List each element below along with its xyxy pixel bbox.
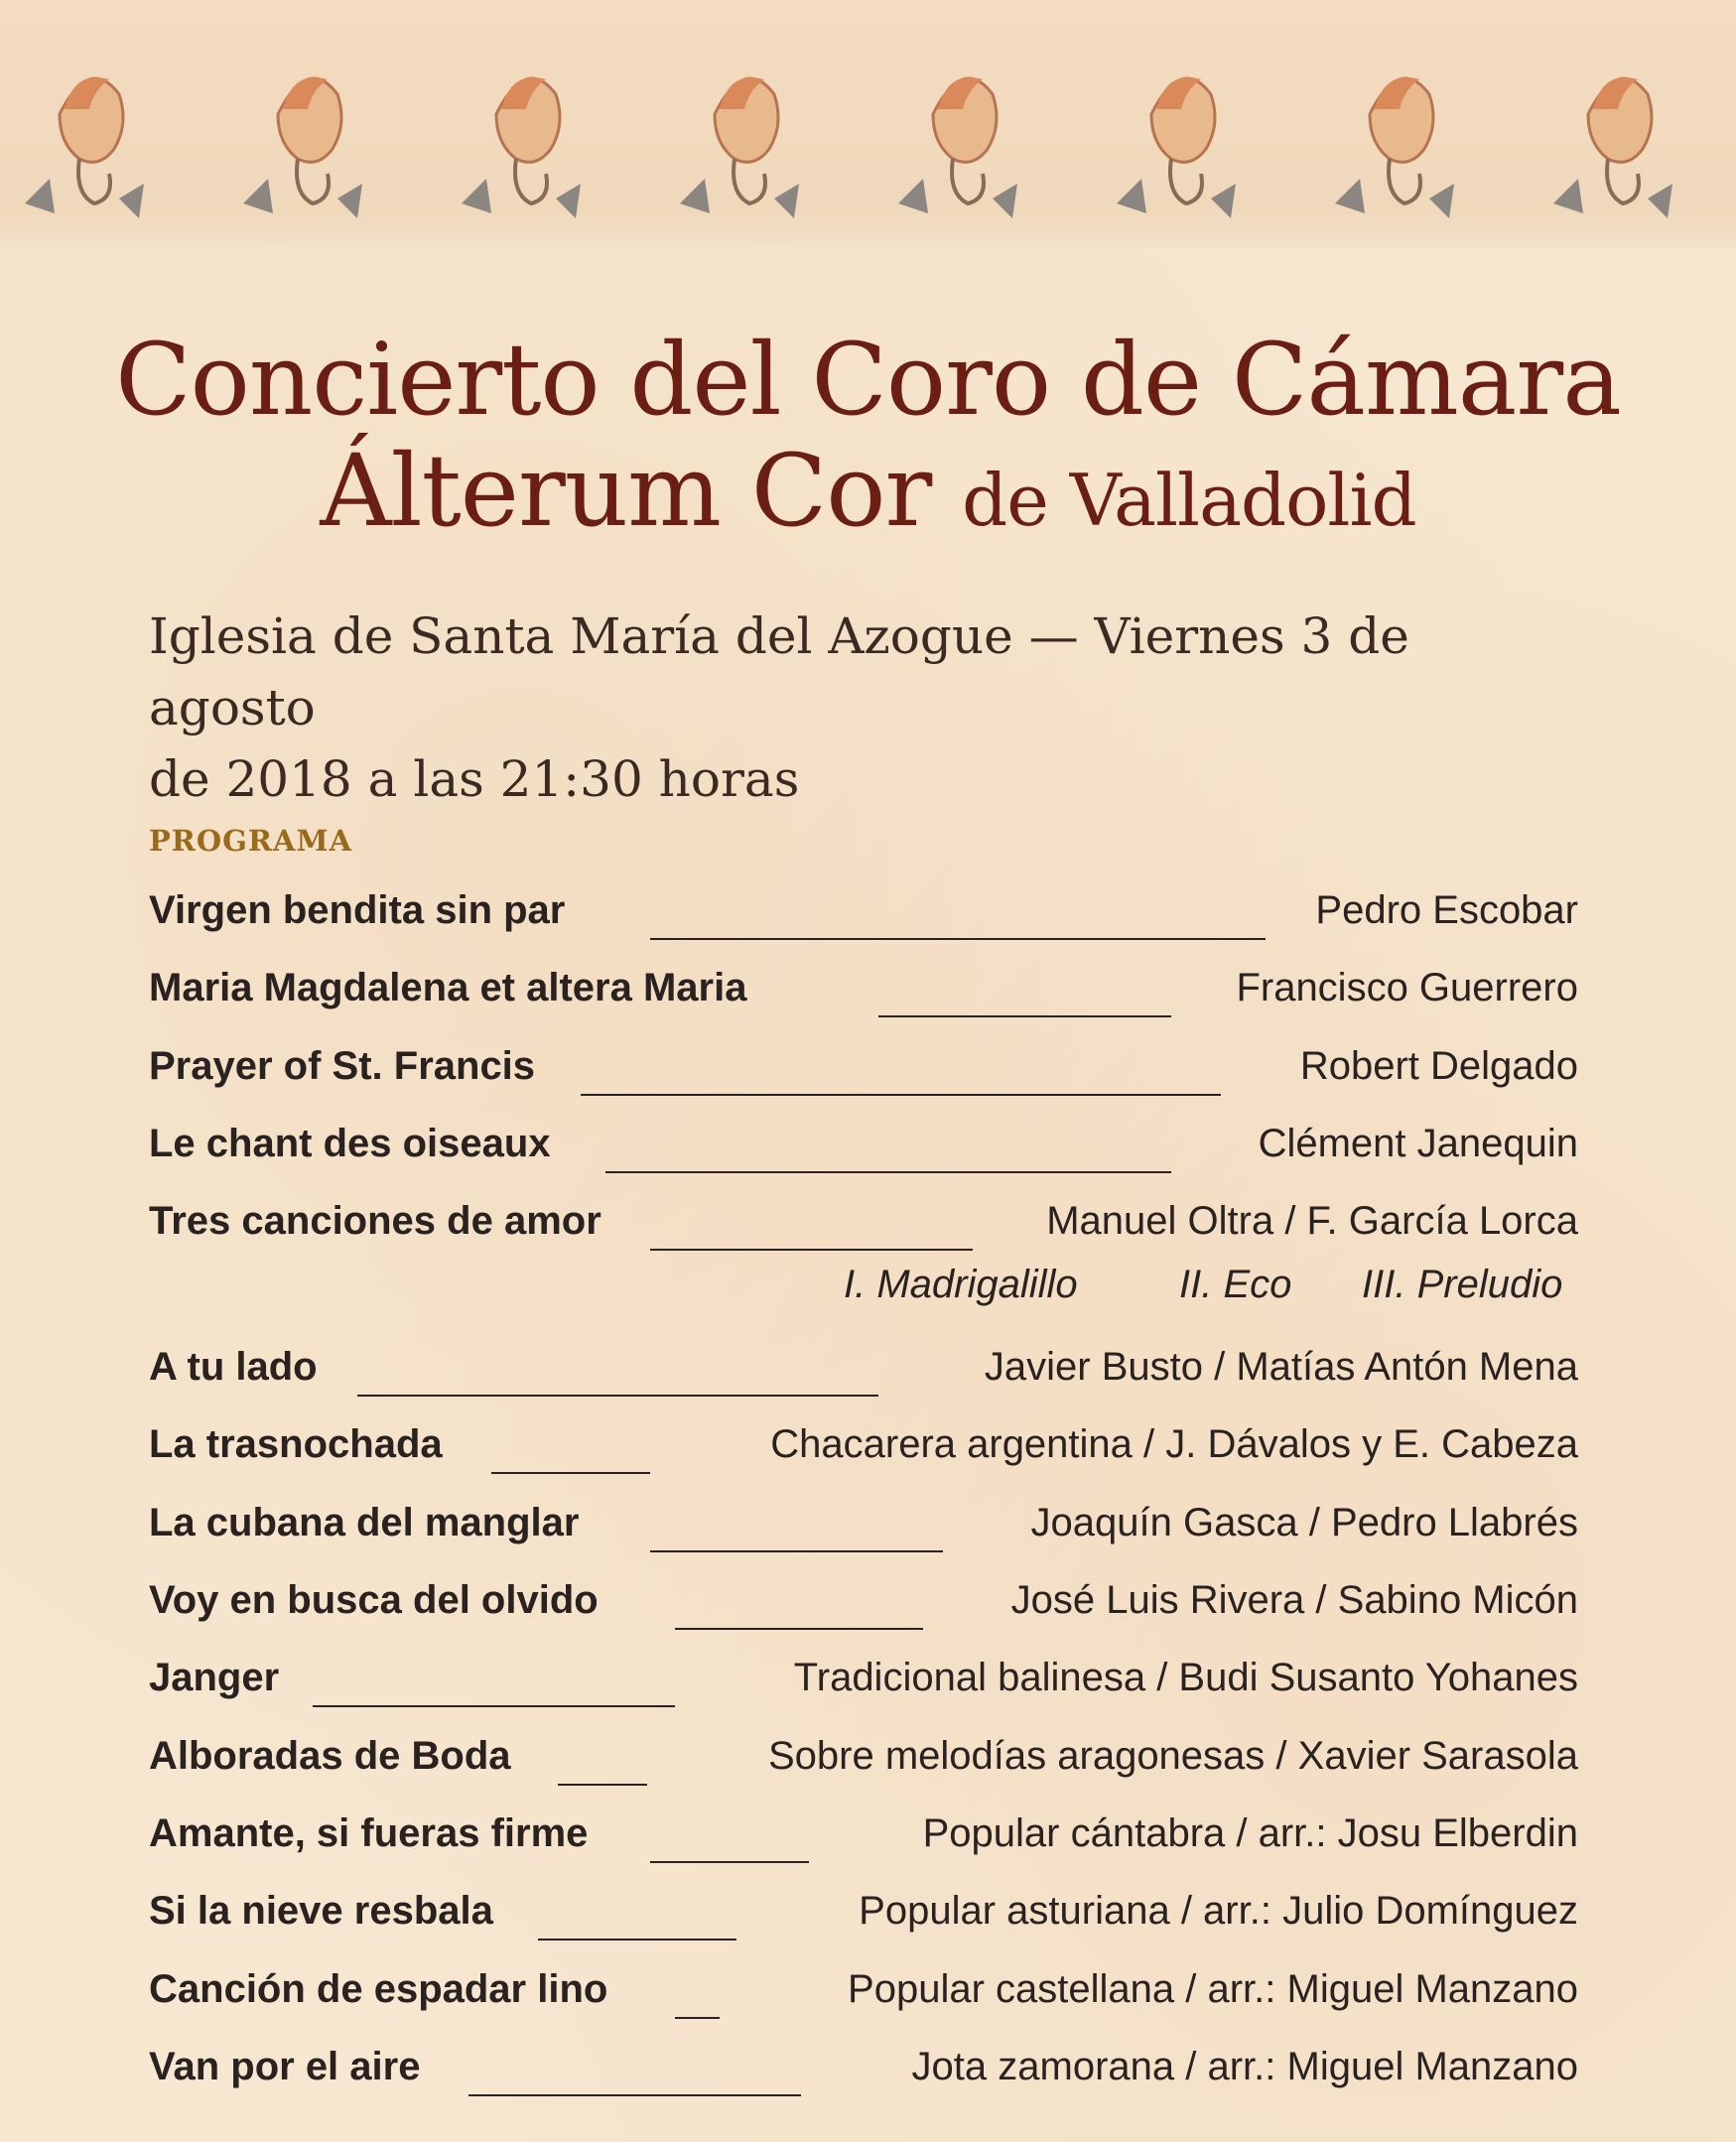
composer-name: Popular cántabra / arr.: Josu Elberdin <box>922 1811 1578 1855</box>
piece-title: Canción de espadar lino <box>149 1967 608 2011</box>
leader-line <box>538 1939 736 1941</box>
piece-title: Amante, si fueras firme <box>149 1811 589 1855</box>
leader-line <box>650 1861 809 1863</box>
piece-title: Voy en busca del olvido <box>149 1578 599 1622</box>
piece-title: Alboradas de Boda <box>149 1734 511 1778</box>
program-item <box>149 966 1578 1025</box>
program-item <box>149 1122 1578 1181</box>
composer-name: Sobre melodías aragonesas / Xavier Sarasola <box>767 1734 1578 1778</box>
piece-title: Maria Magdalena et altera Maria <box>149 966 747 1009</box>
figure-ornament-icon <box>675 55 804 233</box>
program-item <box>149 1811 1578 1871</box>
figure-ornament-icon <box>1330 55 1459 233</box>
composer-name: Pedro Escobar <box>1315 888 1578 932</box>
piece-title: Le chant des oiseaux <box>149 1122 551 1165</box>
figure-ornament-icon <box>893 55 1022 233</box>
figure-ornament-icon <box>457 55 586 233</box>
leader-line <box>675 1628 923 1630</box>
piece-title: Si la nieve resbala <box>149 1889 493 1933</box>
program-item <box>149 2045 1578 2104</box>
program-item <box>149 1889 1578 1948</box>
piece-title: Van por el aire <box>149 2045 421 2088</box>
leader-line <box>650 1550 943 1552</box>
leader-line <box>581 1094 1221 1096</box>
composer-name: Javier Busto / Matías Antón Mena <box>984 1345 1578 1389</box>
concert-title-line-1: Concierto del Coro de Cámara <box>115 322 1621 438</box>
program-item <box>149 1345 1578 1405</box>
figure-ornament-icon <box>1112 55 1241 233</box>
venue-line-2: de 2018 a las 21:30 horas <box>149 750 800 808</box>
movement-3: III. Preludio <box>1362 1263 1563 1306</box>
leader-line <box>675 2017 720 2019</box>
piece-title: La cubana del manglar <box>149 1501 580 1544</box>
composer-name: Francisco Guerrero <box>1236 966 1578 1009</box>
choir-city: de Valladolid <box>962 459 1416 542</box>
leader-line <box>650 938 1266 940</box>
leader-line <box>878 1015 1171 1017</box>
decorative-border <box>0 0 1736 248</box>
program-item <box>149 1734 1578 1794</box>
piece-title: A tu lado <box>149 1345 318 1389</box>
program-item <box>149 1044 1578 1104</box>
piece-title: Prayer of St. Francis <box>149 1044 536 1088</box>
composer-name: Popular castellana / arr.: Miguel Manzano <box>848 1967 1578 2011</box>
leader-line <box>357 1395 878 1397</box>
leader-line <box>491 1472 650 1474</box>
piece-title: Tres canciones de amor <box>149 1199 601 1243</box>
leader-line <box>558 1784 647 1786</box>
composer-name: Tradicional balinesa / Budi Susanto Yohanes <box>793 1656 1578 1699</box>
figure-ornament-icon <box>20 55 149 233</box>
composer-name: José Luis Rivera / Sabino Micón <box>1010 1578 1578 1622</box>
program-item <box>149 1501 1578 1560</box>
leader-line <box>468 2094 801 2096</box>
piece-title: Virgen bendita sin par <box>149 888 566 932</box>
program-item <box>149 1578 1578 1638</box>
leader-line <box>605 1171 1171 1173</box>
composer-name: Robert Delgado <box>1299 1044 1578 1088</box>
composer-name: Joaquín Gasca / Pedro Llabrés <box>1030 1501 1578 1544</box>
composer-name: Manuel Oltra / F. García Lorca <box>1046 1199 1578 1243</box>
figure-ornament-icon <box>1548 55 1677 233</box>
program-item <box>149 1656 1578 1715</box>
composer-name: Chacarera argentina / J. Dávalos y E. Cabeza <box>770 1422 1578 1466</box>
composer-name: Popular asturiana / arr.: Julio Domínguez <box>859 1889 1578 1933</box>
leader-line <box>313 1705 675 1707</box>
concert-title-line-2 <box>0 433 1736 555</box>
program-item <box>149 1199 1578 1259</box>
program-item <box>149 1967 1578 2027</box>
choir-name: Álterum Cor <box>320 433 932 549</box>
movement-2: II. Eco <box>1179 1263 1292 1306</box>
movement-1: I. Madrigalillo <box>844 1263 1078 1306</box>
piece-title: La trasnochada <box>149 1422 443 1466</box>
program-label: PROGRAMA <box>149 824 353 858</box>
venue-info <box>149 601 1538 815</box>
program-item <box>149 1422 1578 1482</box>
composer-name: Jota zamorana / arr.: Miguel Manzano <box>911 2045 1578 2088</box>
composer-name: Clément Janequin <box>1258 1122 1578 1165</box>
figure-ornament-icon <box>238 55 367 233</box>
piece-title: Janger <box>149 1656 280 1699</box>
program-item <box>149 888 1578 948</box>
venue-line-1: Iglesia de Santa María del Azogue — Viernes 3 de agosto <box>149 607 1409 736</box>
leader-line <box>650 1249 973 1251</box>
